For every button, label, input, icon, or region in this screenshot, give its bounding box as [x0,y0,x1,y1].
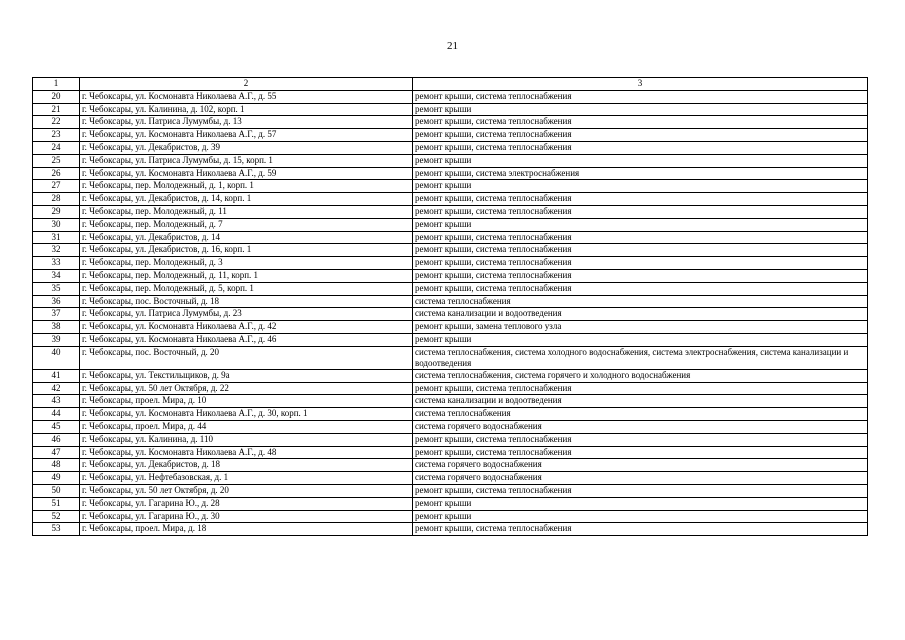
table-header-row [33,78,868,91]
table-row [33,472,868,485]
row-number-cell: 21 [33,103,80,116]
row-number-cell: 46 [33,433,80,446]
work-type-cell: ремонт крыши, система теплоснабжения [413,116,868,129]
address-cell: г. Чебоксары, пос. Восточный, д. 18 [80,295,413,308]
row-number-cell: 51 [33,497,80,510]
row-number-cell: 31 [33,231,80,244]
row-number-cell: 48 [33,459,80,472]
row-number-cell: 52 [33,510,80,523]
table-row [33,269,868,282]
header-cell-address: 2 [80,78,413,91]
work-type-cell: система горячего водоснабжения [413,472,868,485]
work-type-cell: ремонт крыши, система теплоснабжения [413,231,868,244]
address-cell: г. Чебоксары, ул. Декабристов, д. 14, корп. 1 [80,193,413,206]
row-number-cell: 35 [33,282,80,295]
row-number-cell: 23 [33,129,80,142]
address-cell: г. Чебоксары, ул. Космонавта Николаева А.Г., д. 55 [80,90,413,103]
table-row [33,116,868,129]
row-number-cell: 30 [33,218,80,231]
table-row [33,231,868,244]
table-row [33,321,868,334]
table-row [33,167,868,180]
table-row [33,308,868,321]
table-row [33,129,868,142]
work-type-cell: ремонт крыши, система теплоснабжения [413,90,868,103]
work-type-cell: ремонт крыши, система теплоснабжения [413,382,868,395]
address-cell: г. Чебоксары, ул. Космонавта Николаева А.Г., д. 46 [80,333,413,346]
row-number-cell: 45 [33,420,80,433]
table-row [33,346,868,369]
table-row [33,446,868,459]
header-cell-work: 3 [413,78,868,91]
table-row [33,484,868,497]
work-type-cell: ремонт крыши, система теплоснабжения [413,269,868,282]
address-cell: г. Чебоксары, ул. Декабристов, д. 18 [80,459,413,472]
address-cell: г. Чебоксары, ул. Космонавта Николаева А.Г., д. 48 [80,446,413,459]
address-cell: г. Чебоксары, ул. Калинина, д. 110 [80,433,413,446]
address-cell: г. Чебоксары, ул. 50 лет Октября, д. 22 [80,382,413,395]
address-cell: г. Чебоксары, ул. Калинина, д. 102, корп. 1 [80,103,413,116]
row-number-cell: 43 [33,395,80,408]
table-row [33,282,868,295]
table-row [33,497,868,510]
work-type-cell: ремонт крыши, система теплоснабжения [413,523,868,536]
address-cell: г. Чебоксары, пер. Молодежный, д. 11, корп. 1 [80,269,413,282]
address-cell: г. Чебоксары, ул. Космонавта Николаева А.Г., д. 57 [80,129,413,142]
address-cell: г. Чебоксары, ул. Патриса Лумумбы, д. 23 [80,308,413,321]
work-type-cell: система теплоснабжения [413,295,868,308]
work-type-cell: система теплоснабжения, система холодного водоснабжения, система электроснабжения, система канализации и водоотведения [413,346,868,369]
work-type-cell: система горячего водоснабжения [413,420,868,433]
address-cell: г. Чебоксары, ул. Космонавта Николаева А.Г., д. 30, корп. 1 [80,408,413,421]
header-cell-number: 1 [33,78,80,91]
work-type-cell: ремонт крыши, система теплоснабжения [413,141,868,154]
table-row [33,218,868,231]
row-number-cell: 50 [33,484,80,497]
work-type-cell: система канализации и водоотведения [413,308,868,321]
row-number-cell: 27 [33,180,80,193]
table-row [33,193,868,206]
row-number-cell: 32 [33,244,80,257]
table-row [33,295,868,308]
table-row [33,180,868,193]
table-row [33,420,868,433]
table-row [33,103,868,116]
table-row [33,141,868,154]
table-row [33,459,868,472]
table-row [33,408,868,421]
work-type-cell: ремонт крыши, система теплоснабжения [413,257,868,270]
work-type-cell: ремонт крыши [413,497,868,510]
work-type-cell: ремонт крыши [413,180,868,193]
address-cell: г. Чебоксары, пер. Молодежный, д. 1, корп. 1 [80,180,413,193]
row-number-cell: 29 [33,205,80,218]
work-type-cell: ремонт крыши, система теплоснабжения [413,484,868,497]
work-type-cell: система теплоснабжения, система горячего и холодного водоснабжения [413,369,868,382]
address-cell: г. Чебоксары, ул. Декабристов, д. 14 [80,231,413,244]
table-row [33,205,868,218]
table-row [33,257,868,270]
work-type-cell: система горячего водоснабжения [413,459,868,472]
work-type-cell: ремонт крыши, система теплоснабжения [413,129,868,142]
table-row [33,154,868,167]
address-cell: г. Чебоксары, ул. 50 лет Октября, д. 20 [80,484,413,497]
row-number-cell: 47 [33,446,80,459]
address-cell: г. Чебоксары, ул. Декабристов, д. 39 [80,141,413,154]
row-number-cell: 41 [33,369,80,382]
address-cell: г. Чебоксары, пер. Молодежный, д. 3 [80,257,413,270]
row-number-cell: 28 [33,193,80,206]
address-cell: г. Чебоксары, пер. Молодежный, д. 7 [80,218,413,231]
table-row [33,90,868,103]
page-number: 21 [447,40,458,52]
row-number-cell: 38 [33,321,80,334]
row-number-cell: 24 [33,141,80,154]
table-row [33,510,868,523]
work-type-cell: ремонт крыши, система теплоснабжения [413,433,868,446]
table-row [33,369,868,382]
row-number-cell: 42 [33,382,80,395]
row-number-cell: 36 [33,295,80,308]
row-number-cell: 20 [33,90,80,103]
work-type-cell: ремонт крыши [413,103,868,116]
row-number-cell: 40 [33,346,80,369]
address-cell: г. Чебоксары, ул. Космонавта Николаева А.Г., д. 42 [80,321,413,334]
table-row [33,395,868,408]
row-number-cell: 39 [33,333,80,346]
address-cell: г. Чебоксары, ул. Нефтебазовская, д. 1 [80,472,413,485]
work-type-cell: система канализации и водоотведения [413,395,868,408]
address-cell: г. Чебоксары, пер. Молодежный, д. 11 [80,205,413,218]
table-row [33,244,868,257]
work-type-cell: ремонт крыши, система теплоснабжения [413,282,868,295]
work-type-cell: ремонт крыши [413,154,868,167]
table-row [33,333,868,346]
work-type-cell: ремонт крыши, система теплоснабжения [413,205,868,218]
address-cell: г. Чебоксары, ул. Декабристов, д. 16, корп. 1 [80,244,413,257]
repair-table [32,77,868,536]
table-row [33,433,868,446]
address-cell: г. Чебоксары, проел. Мира, д. 44 [80,420,413,433]
row-number-cell: 34 [33,269,80,282]
work-type-cell: ремонт крыши, система теплоснабжения [413,244,868,257]
table-row [33,523,868,536]
address-cell: г. Чебоксары, ул. Патриса Лумумбы, д. 13 [80,116,413,129]
table-row [33,382,868,395]
row-number-cell: 33 [33,257,80,270]
address-cell: г. Чебоксары, ул. Космонавта Николаева А.Г., д. 59 [80,167,413,180]
address-cell: г. Чебоксары, ул. Гагарина Ю., д. 30 [80,510,413,523]
address-cell: г. Чебоксары, проел. Мира, д. 18 [80,523,413,536]
work-type-cell: ремонт крыши [413,333,868,346]
row-number-cell: 53 [33,523,80,536]
work-type-cell: система теплоснабжения [413,408,868,421]
work-type-cell: ремонт крыши [413,510,868,523]
row-number-cell: 49 [33,472,80,485]
row-number-cell: 25 [33,154,80,167]
row-number-cell: 44 [33,408,80,421]
work-type-cell: ремонт крыши, система теплоснабжения [413,446,868,459]
work-type-cell: ремонт крыши, система теплоснабжения [413,193,868,206]
address-cell: г. Чебоксары, проел. Мира, д. 10 [80,395,413,408]
address-cell: г. Чебоксары, ул. Гагарина Ю., д. 28 [80,497,413,510]
row-number-cell: 37 [33,308,80,321]
work-type-cell: ремонт крыши [413,218,868,231]
address-cell: г. Чебоксары, пер. Молодежный, д. 5, корп. 1 [80,282,413,295]
address-cell: г. Чебоксары, ул. Текстильщиков, д. 9а [80,369,413,382]
work-type-cell: ремонт крыши, система электроснабжения [413,167,868,180]
row-number-cell: 22 [33,116,80,129]
work-type-cell: ремонт крыши, замена теплового узла [413,321,868,334]
address-cell: г. Чебоксары, пос. Восточный, д. 20 [80,346,413,369]
address-cell: г. Чебоксары, ул. Патриса Лумумбы, д. 15, корп. 1 [80,154,413,167]
row-number-cell: 26 [33,167,80,180]
